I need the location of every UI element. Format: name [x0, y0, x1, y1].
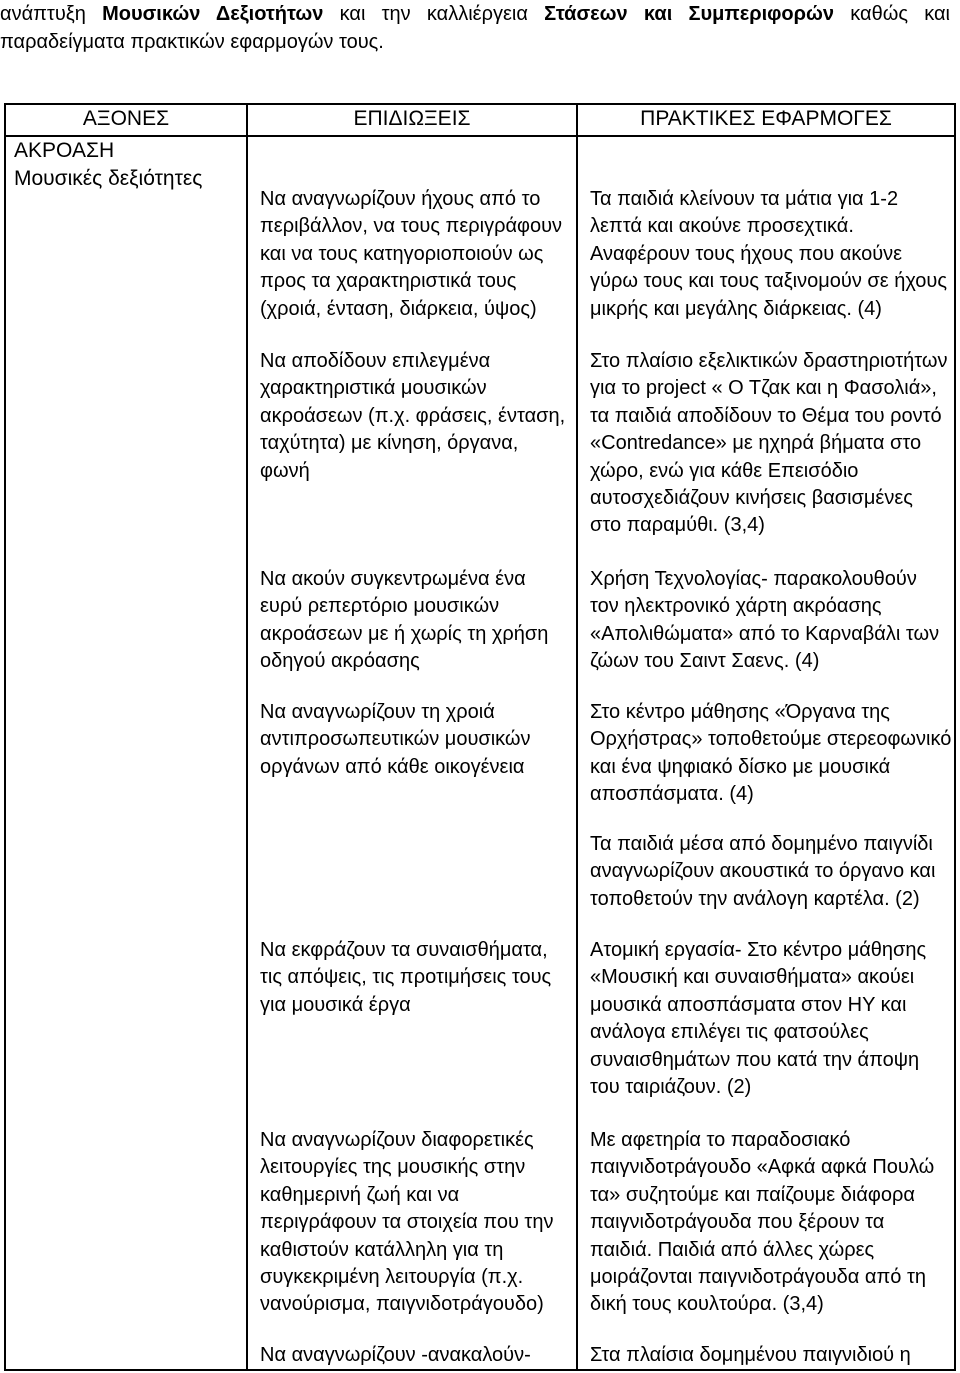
practice-cell-line: αποσπάσματα. (4) — [590, 783, 754, 806]
goal-cell-line: Να αποδίδουν επιλεγμένα — [260, 350, 491, 372]
practice-cell-1 — [590, 186, 947, 323]
goal-cell-5 — [260, 937, 551, 1019]
goal-cell-2 — [260, 348, 565, 485]
practice-cell-line: δική τους κουλτούρα. (3,4) — [590, 1293, 824, 1316]
practice-cell-line: ζώων του Σαιντ Σαενς. (4) — [590, 650, 820, 673]
practice-cell-line: Ατομική εργασία- Στο κέντρο μάθησης — [590, 939, 927, 961]
goal-cell-1 — [260, 186, 562, 323]
practice-cell-line: λεπτά και ακούνε προσεχτικά. — [590, 215, 854, 238]
practice-cell-line: στο παραμύθι. (3,4) — [590, 514, 765, 537]
practice-cell-line: μοιράζονται παιγνιδοτράγουδα από τη — [590, 1266, 926, 1289]
column-divider — [576, 103, 578, 1371]
goal-cell-3 — [260, 566, 548, 676]
intro-text: ανάπτυξη — [0, 3, 86, 25]
practice-cell-line: τοποθετούν την ανάλογη καρτέλα. (2) — [590, 887, 920, 910]
practice-cell-line: Τα παιδιά κλείνουν τα μάτια για 1-2 — [590, 188, 899, 210]
practice-cell-line: συναισθημάτων που κατά την άποψη — [590, 1048, 920, 1071]
goal-cell-line: περιγράφουν τα στοιχεία που την — [260, 1211, 554, 1234]
goal-cell-line: φωνή — [260, 459, 310, 482]
goal-cell-7 — [260, 1342, 531, 1369]
goal-cell-line: χαρακτηριστικά μουσικών — [260, 377, 487, 400]
practice-cell-line: Στο κέντρο μάθησης «Όργανα της — [590, 701, 890, 723]
practice-cell-line: τα» συζητούμε και παίζουμε διάφορα — [590, 1183, 915, 1206]
practice-cell-line: παιγνιδοτράγουδα που ξέρουν τα — [590, 1211, 885, 1234]
intro-line-2: παραδείγματα πρακτικών εφαρμογών τους. — [0, 31, 384, 53]
goal-cell-line: αντιπροσωπευτικών μουσικών — [260, 728, 531, 751]
intro-bold-attitudes: Στάσεων και Συμπεριφορών — [544, 3, 835, 25]
goal-cell-line: Να αναγνωρίζουν ήχους από το — [260, 188, 541, 210]
goal-cell-line: οδηγού ακρόασης — [260, 650, 420, 673]
axis-subtitle: Μουσικές δεξιότητες — [14, 167, 203, 190]
practice-cell-line: Στο πλαίσιο εξελικτικών δραστηριοτήτων — [590, 350, 948, 372]
practice-cell-line: Τα παιδιά μέσα από δομημένο παιγνίδι — [590, 833, 933, 855]
practice-cell-8 — [590, 1342, 911, 1369]
practice-cell-line: αυτοσχεδιάζουν κινήσεις βασισμένες — [590, 487, 913, 510]
practice-cell-line: παιδιά. Παιδιά από άλλες χώρες — [590, 1238, 875, 1261]
intro-text: καθώς και — [850, 3, 951, 25]
practice-cell-6 — [590, 937, 926, 1101]
header-goals: ΕΠΙΔΙΩΞΕΙΣ — [353, 107, 471, 130]
practice-cell-line: παιγνιδοτράγουδο «Αφκά αφκά Πουλώ — [590, 1156, 935, 1179]
goal-cell-6 — [260, 1127, 553, 1319]
practice-cell-line: αναγνωρίζουν ακουστικά το όργανο και — [590, 860, 936, 883]
goal-cell-line: Να ακούν συγκεντρωμένα ένα — [260, 568, 526, 590]
practice-cell-line: Ορχήστρας» τοποθετούμε στερεοφωνικό — [590, 728, 952, 751]
practice-cell-line: Αναφέρουν τους ήχους που ακούνε — [590, 242, 903, 265]
intro-bold-skills: Μουσικών Δεξιοτήτων — [102, 3, 324, 25]
intro-line-1 — [0, 0, 950, 28]
practice-cell-line: τα παιδιά αποδίδουν το Θέμα του ροντό — [590, 404, 942, 427]
goal-cell-line: νανούρισμα, παιγνιδοτράγουδο) — [260, 1293, 544, 1316]
practice-cell-line: για το project « Ο Τζακ και η Φασολιά», — [590, 377, 937, 400]
practice-cell-line: χώρο, ενώ για κάθε Επεισόδιο — [590, 459, 859, 482]
header-practices: ΠΡΑΚΤΙΚΕΣ ΕΦΑΡΜΟΓΕΣ — [640, 107, 892, 130]
intro-paragraph — [0, 0, 950, 56]
practice-cell-line: «Μουσική και συναισθήματα» ακούει — [590, 966, 915, 989]
column-divider — [246, 103, 248, 1371]
goal-cell-line: συγκεκριμένη λειτουργία (π.χ. — [260, 1266, 524, 1289]
goal-cell-line: περιβάλλον, να τους περιγράφουν — [260, 215, 563, 238]
practice-cell-4 — [590, 699, 951, 809]
practice-cell-7 — [590, 1127, 934, 1319]
practice-cell-line: και ένα ψηφιακό δίσκο με μουσικά — [590, 755, 891, 778]
practice-cell-line: Στα πλαίσια δομημένου παιγνιδιού η — [590, 1344, 911, 1366]
practice-cell-5 — [590, 831, 935, 913]
goal-cell-line: οργάνων από κάθε οικογένεια — [260, 755, 525, 778]
goal-cell-line: τις απόψεις, τις προτιμήσεις τους — [260, 966, 552, 989]
practice-cell-line: μουσικά αποσπάσματα στον ΗΥ και — [590, 993, 907, 1016]
practice-cell-line: «Απολιθώματα» από το Καρναβάλι των — [590, 622, 940, 645]
goal-cell-line: ακροάσεων (π.χ. φράσεις, ένταση, — [260, 404, 566, 427]
practice-cell-3 — [590, 566, 939, 676]
practice-cell-line: γύρω τους και τους ταξινομούν σε ήχους — [590, 270, 947, 293]
practice-cell-2 — [590, 348, 948, 540]
goal-cell-line: για μουσικά έργα — [260, 993, 411, 1016]
intro-text: και την καλλιέργεια — [339, 3, 528, 25]
goal-cell-line: (χροιά, ένταση, διάρκεια, ύψος) — [260, 297, 537, 320]
practice-cell-line: τον ηλεκτρονικό χάρτη ακρόασης — [590, 595, 882, 618]
header-axes: ΑΞΟΝΕΣ — [82, 107, 170, 130]
goal-cell-line: και να τους κατηγοριοποιούν ως — [260, 242, 544, 265]
goal-cell-line: Να αναγνωρίζουν -ανακαλούν- — [260, 1344, 531, 1366]
practice-cell-line: Χρήση Τεχνολογίας- παρακολουθούν — [590, 568, 917, 590]
goal-cell-line: Να εκφράζουν τα συναισθήματα, — [260, 939, 548, 961]
goal-cell-line: λειτουργίες της μουσικής στην — [260, 1156, 526, 1179]
practice-cell-line: «Contredance» με ηχηρά βήματα στο — [590, 432, 922, 455]
goal-cell-line: καθιστούν κατάλληλη για τη — [260, 1238, 504, 1261]
goal-cell-line: Να αναγνωρίζουν τη χροιά — [260, 701, 495, 723]
practice-cell-line: του ταιριάζουν. (2) — [590, 1076, 752, 1099]
axis-title: ΑΚΡΟΑΣΗ — [14, 139, 115, 162]
practice-cell-line: ανάλογα επιλέγει τις φατσούλες — [590, 1021, 869, 1044]
goal-cell-4 — [260, 699, 531, 781]
goal-cell-line: ταχύτητα) με κίνηση, όργανα, — [260, 432, 519, 455]
goal-cell-line: ευρύ ρεπερτόριο μουσικών — [260, 595, 500, 618]
goal-cell-line: ακροάσεων με ή χωρίς τη χρήση — [260, 622, 549, 645]
practice-cell-line: μικρής και μεγάλης διάρκειας. (4) — [590, 297, 882, 320]
goal-cell-line: Να αναγνωρίζουν διαφορετικές — [260, 1129, 534, 1151]
practice-cell-line: Με αφετηρία το παραδοσιακό — [590, 1129, 851, 1151]
goal-cell-line: καθημερινή ζωή και να — [260, 1183, 460, 1206]
goal-cell-line: προς τα χαρακτηριστικά τους — [260, 270, 517, 293]
